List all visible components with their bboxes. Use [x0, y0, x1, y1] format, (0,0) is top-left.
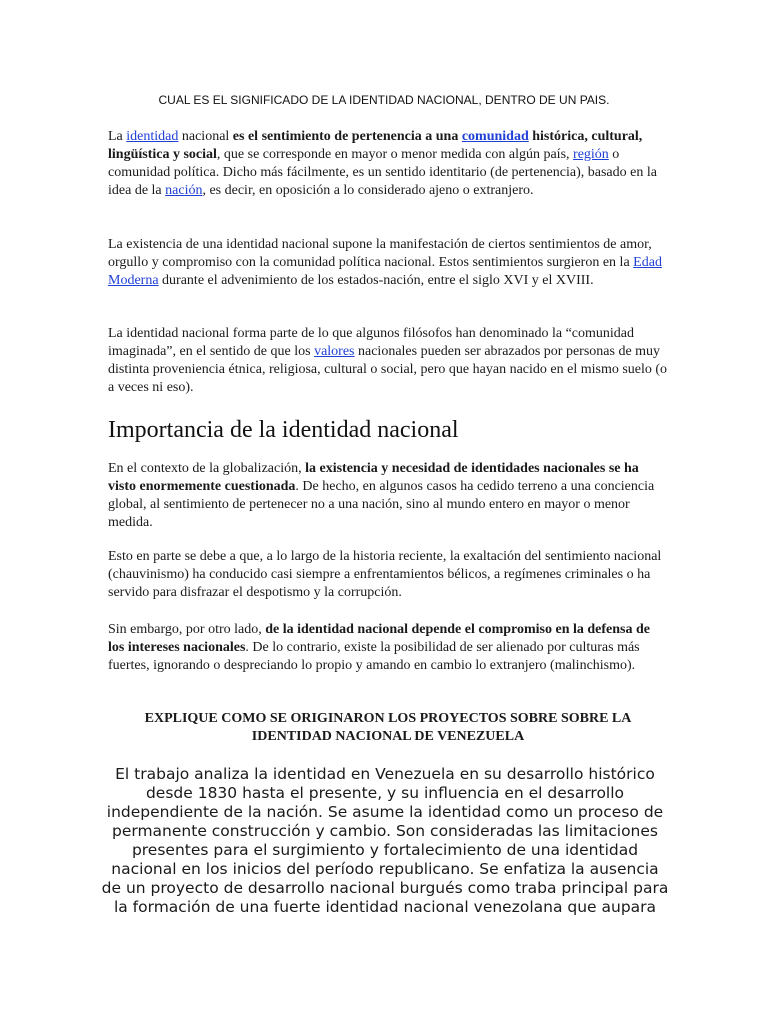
text: . De lo contrario, existe la posibilidad de ser alienado por culturas más fuertes, ignorando o despreciando lo propio y amando en cambio lo extranjero (malinchismo).	[108, 640, 640, 673]
answer-paragraph: El trabajo analiza la identidad en Venezuela en su desarrollo histórico desde 1830 hasta el presente, y su influencia en el desarrollo independiente de la nación. Se asume la identidad como un proceso de permanente construcción y cambio. Son consideradas las limitaciones presentes para el surgimiento y fortalecimiento de una identidad nacional en los inicios del período republicano. Se enfatiza la ausencia de un proyecto de desarrollo nacional burgués como traba principal para la formación de una fuerte identidad nacional venezolana que aupara	[101, 765, 669, 916]
bold-text: la existencia y necesidad de identidades nacionales se ha visto enormemente cuestionada	[108, 461, 639, 494]
paragraph-existence	[108, 236, 668, 290]
text: La	[108, 129, 127, 144]
link-valores[interactable]: valores	[314, 344, 355, 359]
bold-text: de la identidad nacional depende el compromiso en la defensa de los intereses nacionales	[108, 622, 651, 655]
link-nacion[interactable]: nación	[165, 183, 203, 198]
text: La identidad nacional forma parte de lo que algunos filósofos han denominado la “comunidad imaginada”, en el sentido de que los	[108, 326, 635, 359]
text: En el contexto de la globalización,	[108, 461, 306, 476]
text: durante el advenimiento de los estados-nación, entre el siglo XVI y el XVIII.	[158, 273, 594, 288]
paragraph-globalization	[108, 460, 668, 532]
text: , es decir, en oposición a lo considerado ajeno o extranjero.	[202, 183, 534, 198]
bold-text: es el sentimiento de pertenencia a una	[232, 129, 462, 144]
link-edad-moderna[interactable]: Edad Moderna	[108, 255, 662, 288]
bold-text: histórica, cultural, lingüística y social	[108, 129, 643, 162]
text: nacional	[178, 129, 233, 144]
question-heading: EXPLIQUE COMO SE ORIGINARON LOS PROYECTOS SOBRE SOBRE LA IDENTIDAD NACIONAL DE VENEZUELA	[144, 711, 632, 744]
link-region[interactable]: región	[573, 147, 609, 162]
text: . De hecho, en algunos casos ha cedido terreno a una conciencia global, al sentimiento de pertenecer no a una nación, sino al mundo entero en mayor o menor medida.	[108, 479, 655, 530]
text: o comunidad política. Dicho más fácilmente, es un sentido identitario (de pertenencia), basado en la idea de la	[108, 147, 657, 198]
paragraph-defense	[108, 621, 668, 675]
page-title: CUAL ES EL SIGNIFICADO DE LA IDENTIDAD NACIONAL, DENTRO DE UN PAIS.	[158, 93, 610, 107]
link-comunidad[interactable]: comunidad	[461, 129, 529, 144]
paragraph-imagined-community	[108, 325, 668, 397]
text: nacionales pueden ser abrazados por personas de muy distinta proveniencia étnica, religiosa, cultural o social, pero que hayan nacido en el mismo suelo (o a veces ni eso).	[108, 344, 668, 395]
section-heading: Importancia de la identidad nacional	[108, 417, 459, 443]
text: , que se corresponde en mayor o menor medida con algún país,	[216, 147, 574, 162]
paragraph-chauvinism: Esto en parte se debe a que, a lo largo de la historia reciente, la exaltación del sentimiento nacional (chauvinismo) ha conducido casi siempre a enfrentamientos bélicos, a regímenes criminales o ha servido para disfrazar el despotismo y la corrupción.	[108, 549, 662, 600]
text: Sin embargo, por otro lado,	[108, 622, 266, 637]
paragraph-definition	[108, 128, 668, 200]
link-identidad[interactable]: identidad	[126, 129, 179, 144]
text: La existencia de una identidad nacional supone la manifestación de ciertos sentimientos de amor, orgullo y compromiso con la comunidad política nacional. Estos sentimientos surgieron en la	[108, 237, 652, 270]
